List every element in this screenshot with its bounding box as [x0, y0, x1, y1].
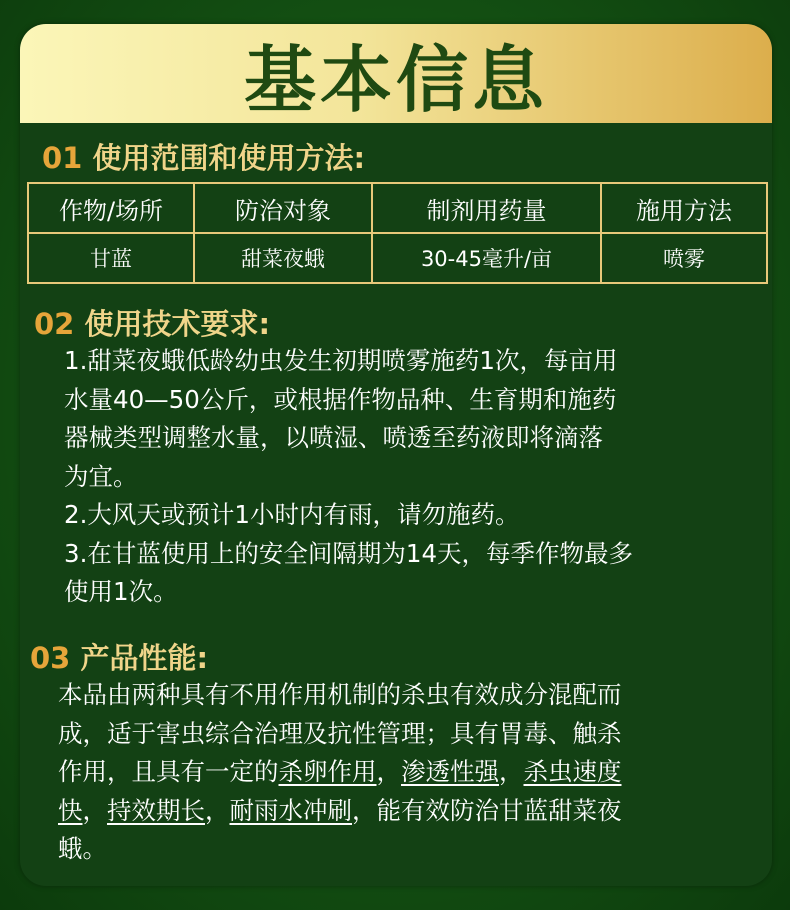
text-line: 蛾。: [58, 834, 107, 863]
text-span: 作用，且具有一定的: [58, 757, 279, 786]
requirements-text: [64, 342, 633, 612]
text-line: 水量40—50公斤，或根据作物品种、生育期和施药: [64, 384, 617, 414]
section-heading-performance: [30, 636, 208, 677]
performance-text: [58, 676, 622, 869]
highlight-speed: 杀虫速度: [523, 757, 622, 786]
title-bar: [20, 24, 772, 123]
table-header-cell: 防治对象: [194, 183, 372, 233]
section-title: 使用技术要求:: [84, 307, 271, 341]
highlight-penetration: 渗透性强: [401, 757, 499, 786]
section-number: 02: [34, 307, 75, 341]
page-title: 基本信息: [243, 37, 548, 122]
text-line: 为宜。: [64, 461, 138, 491]
section-title: 产品性能:: [80, 641, 209, 675]
section-heading-usage: [42, 136, 365, 177]
section-number: 03: [30, 641, 71, 675]
section-number: 01: [42, 141, 83, 175]
table-header-cell: 施用方法: [601, 183, 767, 233]
text-span: ，: [376, 757, 401, 786]
section-title: 使用范围和使用方法:: [92, 141, 366, 175]
text-line: 3.在甘蓝使用上的安全间隔期为14天，每季作物最多: [64, 538, 634, 568]
highlight-ovicidal: 杀卵作用: [278, 757, 377, 786]
usage-table: [27, 182, 768, 284]
table-header-cell: 作物/场所: [28, 183, 194, 233]
table-header-cell: 制剂用药量: [372, 183, 601, 233]
table-cell: 甘蓝: [28, 233, 194, 283]
text-line: 1.甜菜夜蛾低龄幼虫发生初期喷雾施药1次，每亩用: [64, 346, 618, 375]
text-line: 成，适于害虫综合治理及抗性管理；具有胃毒、触杀: [58, 718, 622, 748]
text-line: [58, 753, 622, 792]
section-heading-requirements: [34, 302, 270, 343]
text-line: 本品由两种具有不用作用机制的杀虫有效成分混配而: [58, 680, 622, 709]
table-row: [28, 233, 767, 283]
text-line: 使用1次。: [64, 577, 178, 606]
text-span: ，: [499, 757, 524, 786]
table-cell: 喷雾: [601, 233, 767, 283]
table-cell: 甜菜夜蛾: [194, 233, 372, 283]
table-cell: 30-45毫升/亩: [372, 233, 601, 283]
highlight-lasting: 持效期长: [107, 795, 205, 825]
text-line: 2.大风天或预计1小时内有雨，请勿施药。: [64, 500, 520, 529]
text-line: [58, 792, 622, 831]
text-span: ，能有效防治甘蓝甜菜夜: [352, 795, 622, 825]
text-span: ，: [205, 795, 230, 825]
highlight-rainfast: 耐雨水冲刷: [229, 795, 352, 825]
highlight-speed-end: 快: [58, 795, 83, 825]
text-span: ，: [82, 795, 107, 825]
text-line: 器械类型调整水量，以喷湿、喷透至药液即将滴落: [64, 423, 603, 452]
table-header-row: [28, 183, 767, 233]
info-panel: [20, 24, 772, 886]
